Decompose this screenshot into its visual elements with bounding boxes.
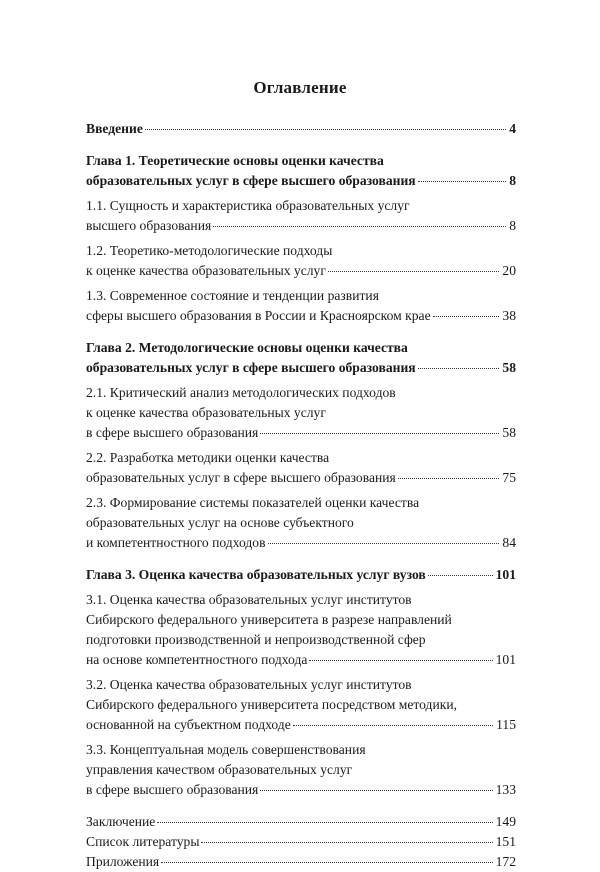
toc-line	[86, 171, 516, 191]
toc-entry-text: в сфере высшего образования	[86, 425, 259, 440]
toc-entry-text: 1.3. Современное состояние и тенденции развития	[86, 288, 379, 303]
toc-entry-text: образовательных услуг в сфере высшего образования	[86, 360, 416, 375]
toc-line	[86, 383, 516, 403]
toc-entry-section[interactable]	[86, 241, 516, 281]
dot-leader	[398, 478, 500, 479]
toc-entry-section[interactable]	[86, 196, 516, 236]
toc-entry-section[interactable]	[86, 675, 516, 735]
toc-entry-section[interactable]	[86, 448, 516, 488]
toc-line	[86, 119, 516, 139]
table-of-contents	[86, 119, 516, 872]
toc-spacer	[86, 139, 516, 151]
toc-line	[86, 423, 516, 443]
toc-line	[86, 812, 516, 832]
toc-entry-end[interactable]	[86, 852, 516, 872]
toc-entry-text: образовательных услуг на основе субъектного	[86, 515, 354, 530]
toc-line	[86, 261, 516, 281]
toc-entry-section[interactable]	[86, 286, 516, 326]
toc-page-number: 133	[495, 782, 516, 797]
dot-leader	[260, 790, 492, 791]
dot-leader	[418, 368, 500, 369]
toc-entry-text: Сибирского федерального университета в разрезе направлений	[86, 612, 452, 627]
toc-page-number: 38	[502, 308, 516, 323]
dot-leader	[428, 575, 493, 576]
toc-entry-text: 2.1. Критический анализ методологических подходов	[86, 385, 396, 400]
toc-entry-text: в сфере высшего образования	[86, 782, 259, 797]
toc-line	[86, 533, 516, 553]
toc-line	[86, 852, 516, 872]
toc-line	[86, 196, 516, 216]
toc-entry-text: Список литературы	[86, 834, 200, 849]
toc-entry-end[interactable]	[86, 832, 516, 852]
toc-entry-text: высшего образования	[86, 218, 212, 233]
toc-page-number: 115	[496, 717, 516, 732]
toc-line	[86, 760, 516, 780]
toc-page-number: 101	[495, 652, 516, 667]
toc-entry-section[interactable]	[86, 740, 516, 800]
toc-entry-text: Введение	[86, 121, 143, 136]
toc-entry-text: Сибирского федерального университета посредством методики,	[86, 697, 458, 712]
toc-line	[86, 630, 516, 650]
toc-entry-text: к оценке качества образовательных услуг	[86, 263, 326, 278]
toc-line	[86, 650, 516, 670]
dot-leader	[145, 129, 506, 130]
toc-line	[86, 675, 516, 695]
toc-line	[86, 610, 516, 630]
toc-line	[86, 358, 516, 378]
toc-page-number: 172	[495, 854, 516, 869]
toc-page-number: 75	[502, 470, 516, 485]
toc-line	[86, 715, 516, 735]
toc-entry-chapter[interactable]	[86, 565, 516, 585]
toc-entry-text: 2.3. Формирование системы показателей оценки качества	[86, 495, 420, 510]
toc-entry-text: к оценке качества образовательных услуг	[86, 405, 326, 420]
toc-page-number: 8	[509, 173, 516, 188]
toc-entry-text: Заключение	[86, 814, 156, 829]
toc-line	[86, 513, 516, 533]
toc-entry-text: Глава 2. Методологические основы оценки качества	[86, 340, 408, 355]
toc-line	[86, 590, 516, 610]
dot-leader	[268, 543, 500, 544]
toc-page-number: 4	[509, 121, 516, 136]
toc-entry-text: Глава 1. Теоретические основы оценки качества	[86, 153, 384, 168]
toc-entry-text: управления качеством образовательных услуг	[86, 762, 353, 777]
dot-leader	[157, 822, 492, 823]
dot-leader	[309, 660, 492, 661]
toc-line	[86, 151, 516, 171]
toc-entry-text: на основе компетентностного подхода	[86, 652, 308, 667]
toc-entry-text: Глава 3. Оценка качества образовательных услуг вузов	[86, 567, 426, 582]
toc-line	[86, 832, 516, 852]
toc-entry-text: 3.1. Оценка качества образовательных услуг институтов	[86, 592, 412, 607]
toc-line	[86, 565, 516, 585]
dot-leader	[433, 316, 500, 317]
toc-page-number: 84	[502, 535, 516, 550]
toc-page-number: 58	[502, 360, 516, 375]
dot-leader	[201, 842, 492, 843]
toc-entry-text: основанной на субъектном подходе	[86, 717, 291, 732]
toc-entry-text: 3.2. Оценка качества образовательных услуг институтов	[86, 677, 412, 692]
toc-entry-chapter[interactable]	[86, 338, 516, 378]
toc-line	[86, 216, 516, 236]
toc-line	[86, 740, 516, 760]
toc-entry-section[interactable]	[86, 383, 516, 443]
toc-line	[86, 493, 516, 513]
toc-page-number: 58	[502, 425, 516, 440]
toc-entry-text: сферы высшего образования в России и Красноярском крае	[86, 308, 431, 323]
toc-page-number: 151	[495, 834, 516, 849]
toc-entry-section[interactable]	[86, 590, 516, 670]
dot-leader	[161, 862, 492, 863]
toc-entry-text: 2.2. Разработка методики оценки качества	[86, 450, 330, 465]
toc-line	[86, 286, 516, 306]
toc-entry-end[interactable]	[86, 812, 516, 832]
page-title: Оглавление	[253, 78, 347, 97]
toc-entry-text: образовательных услуг в сфере высшего образования	[86, 173, 416, 188]
dot-leader	[293, 725, 493, 726]
dot-leader	[260, 433, 499, 434]
toc-page-number: 8	[509, 218, 516, 233]
toc-entry-text: Приложения	[86, 854, 160, 869]
dot-leader	[213, 226, 506, 227]
toc-line	[86, 448, 516, 468]
toc-page-number: 149	[495, 814, 516, 829]
toc-entry-top[interactable]	[86, 119, 516, 139]
toc-spacer	[86, 800, 516, 812]
toc-entry-text: 3.3. Концептуальная модель совершенствования	[86, 742, 366, 757]
toc-line	[86, 468, 516, 488]
toc-line	[86, 695, 516, 715]
toc-spacer	[86, 553, 516, 565]
toc-line	[86, 241, 516, 261]
toc-line	[86, 306, 516, 326]
toc-entry-chapter[interactable]	[86, 151, 516, 191]
toc-entry-text: 1.1. Сущность и характеристика образовательных услуг	[86, 198, 410, 213]
toc-entry-text: образовательных услуг в сфере высшего образования	[86, 470, 396, 485]
toc-entry-text: подготовки производственной и непроизводственной сфер	[86, 632, 426, 647]
dot-leader	[328, 271, 499, 272]
toc-entry-text: 1.2. Теоретико-методологические подходы	[86, 243, 333, 258]
toc-line	[86, 338, 516, 358]
toc-entry-section[interactable]	[86, 493, 516, 553]
toc-page-number: 101	[495, 567, 516, 582]
dot-leader	[418, 181, 507, 182]
toc-line	[86, 403, 516, 423]
toc-entry-text: и компетентностного подходов	[86, 535, 266, 550]
toc-page-number: 20	[502, 263, 516, 278]
toc-line	[86, 780, 516, 800]
toc-spacer	[86, 326, 516, 338]
